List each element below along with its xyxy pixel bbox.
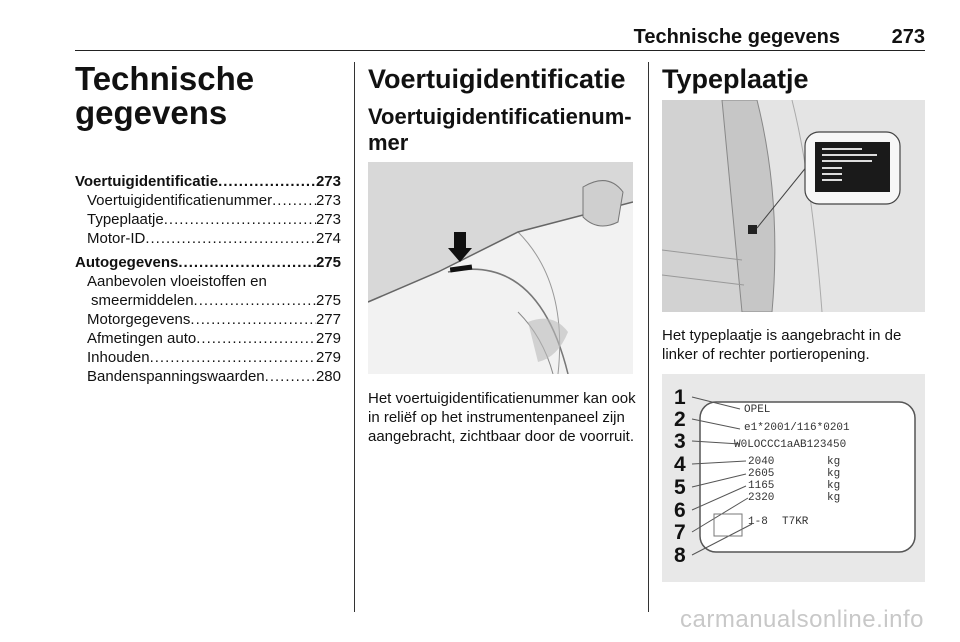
plate-text: 1165 <box>748 480 775 492</box>
toc-item[interactable]: Inhouden ..... 279 <box>75 348 341 367</box>
toc-item[interactable]: Autogegevens ..... 275 <box>75 253 341 272</box>
callout-label: 6 <box>674 499 686 522</box>
toc-item[interactable]: Afmetingen auto ..... 279 <box>75 329 341 348</box>
door-opening-figure <box>662 100 925 312</box>
chapter-title: Technische gegevens <box>75 60 255 131</box>
plate-unit: kg <box>827 456 841 468</box>
plate-unit: kg <box>827 492 841 504</box>
door-pillar-illustration <box>662 100 925 312</box>
running-header <box>75 26 925 51</box>
page-number: 273 <box>891 26 925 48</box>
section-heading: Typeplaatje <box>662 64 809 94</box>
callout-label: 5 <box>674 476 686 499</box>
watermark: carmanualsonline.info <box>680 606 924 633</box>
toc-item[interactable]: Bandenspanningswaarden ..... 280 <box>75 367 341 386</box>
plate-text: e1*2001/116*0201 <box>744 422 850 434</box>
plate-text: OPEL <box>744 404 771 416</box>
plate-text: 2320 <box>748 492 775 504</box>
toc-item[interactable]: Motorgegevens ..... 277 <box>75 310 341 329</box>
type-plate-diagram <box>662 374 925 582</box>
toc-item[interactable]: Typeplaatje ..... 273 <box>75 210 341 229</box>
type-plate-illustration <box>662 374 925 582</box>
toc-item[interactable]: Voertuigidentificatienummer ..... 273 <box>75 191 341 210</box>
callout-label: 7 <box>674 521 686 544</box>
subsection-heading: Voertuigidentificatienum- mer <box>368 104 632 155</box>
column-divider <box>648 62 649 612</box>
plate-text: T7KR <box>782 516 809 528</box>
callout-label: 3 <box>674 430 686 453</box>
toc-item[interactable]: Motor-ID ..... 274 <box>75 229 341 248</box>
toc-item[interactable]: smeermiddelen ..... 275 <box>75 291 341 310</box>
column-divider <box>354 62 355 612</box>
plate-unit: kg <box>827 468 841 480</box>
plate-text: 2605 <box>748 468 775 480</box>
toc-item[interactable]: Voertuigidentificatie ..... 273 <box>75 172 341 191</box>
table-of-contents <box>75 172 341 386</box>
vin-location-figure <box>368 162 633 374</box>
vin-paragraph: Het voertuigidentificatienummer kan ook in reliëf op het instrumentenpaneel zijn aangebracht, zichtbaar door de voorruit. <box>368 390 636 445</box>
callout-label: 2 <box>674 408 686 431</box>
section-heading: Voertuigidentificatie <box>368 64 626 94</box>
arrow-icon <box>454 232 466 250</box>
plate-text: W0LOCCC1aAB123450 <box>734 439 847 451</box>
callout-label: 4 <box>674 453 686 476</box>
windshield-illustration <box>368 162 633 374</box>
plate-text: 2040 <box>748 456 775 468</box>
header-title: Technische gegevens <box>633 26 840 48</box>
callout-label: 8 <box>674 544 686 567</box>
plate-unit: kg <box>827 480 841 492</box>
type-plate-paragraph: Het typeplaatje is aangebracht in de linker of rechter portieropening. <box>662 327 902 363</box>
plate-text: 1-8 <box>748 516 768 528</box>
toc-item[interactable]: Aanbevolen vloeistoffen en <box>87 273 267 290</box>
callout-label: 1 <box>674 386 686 409</box>
